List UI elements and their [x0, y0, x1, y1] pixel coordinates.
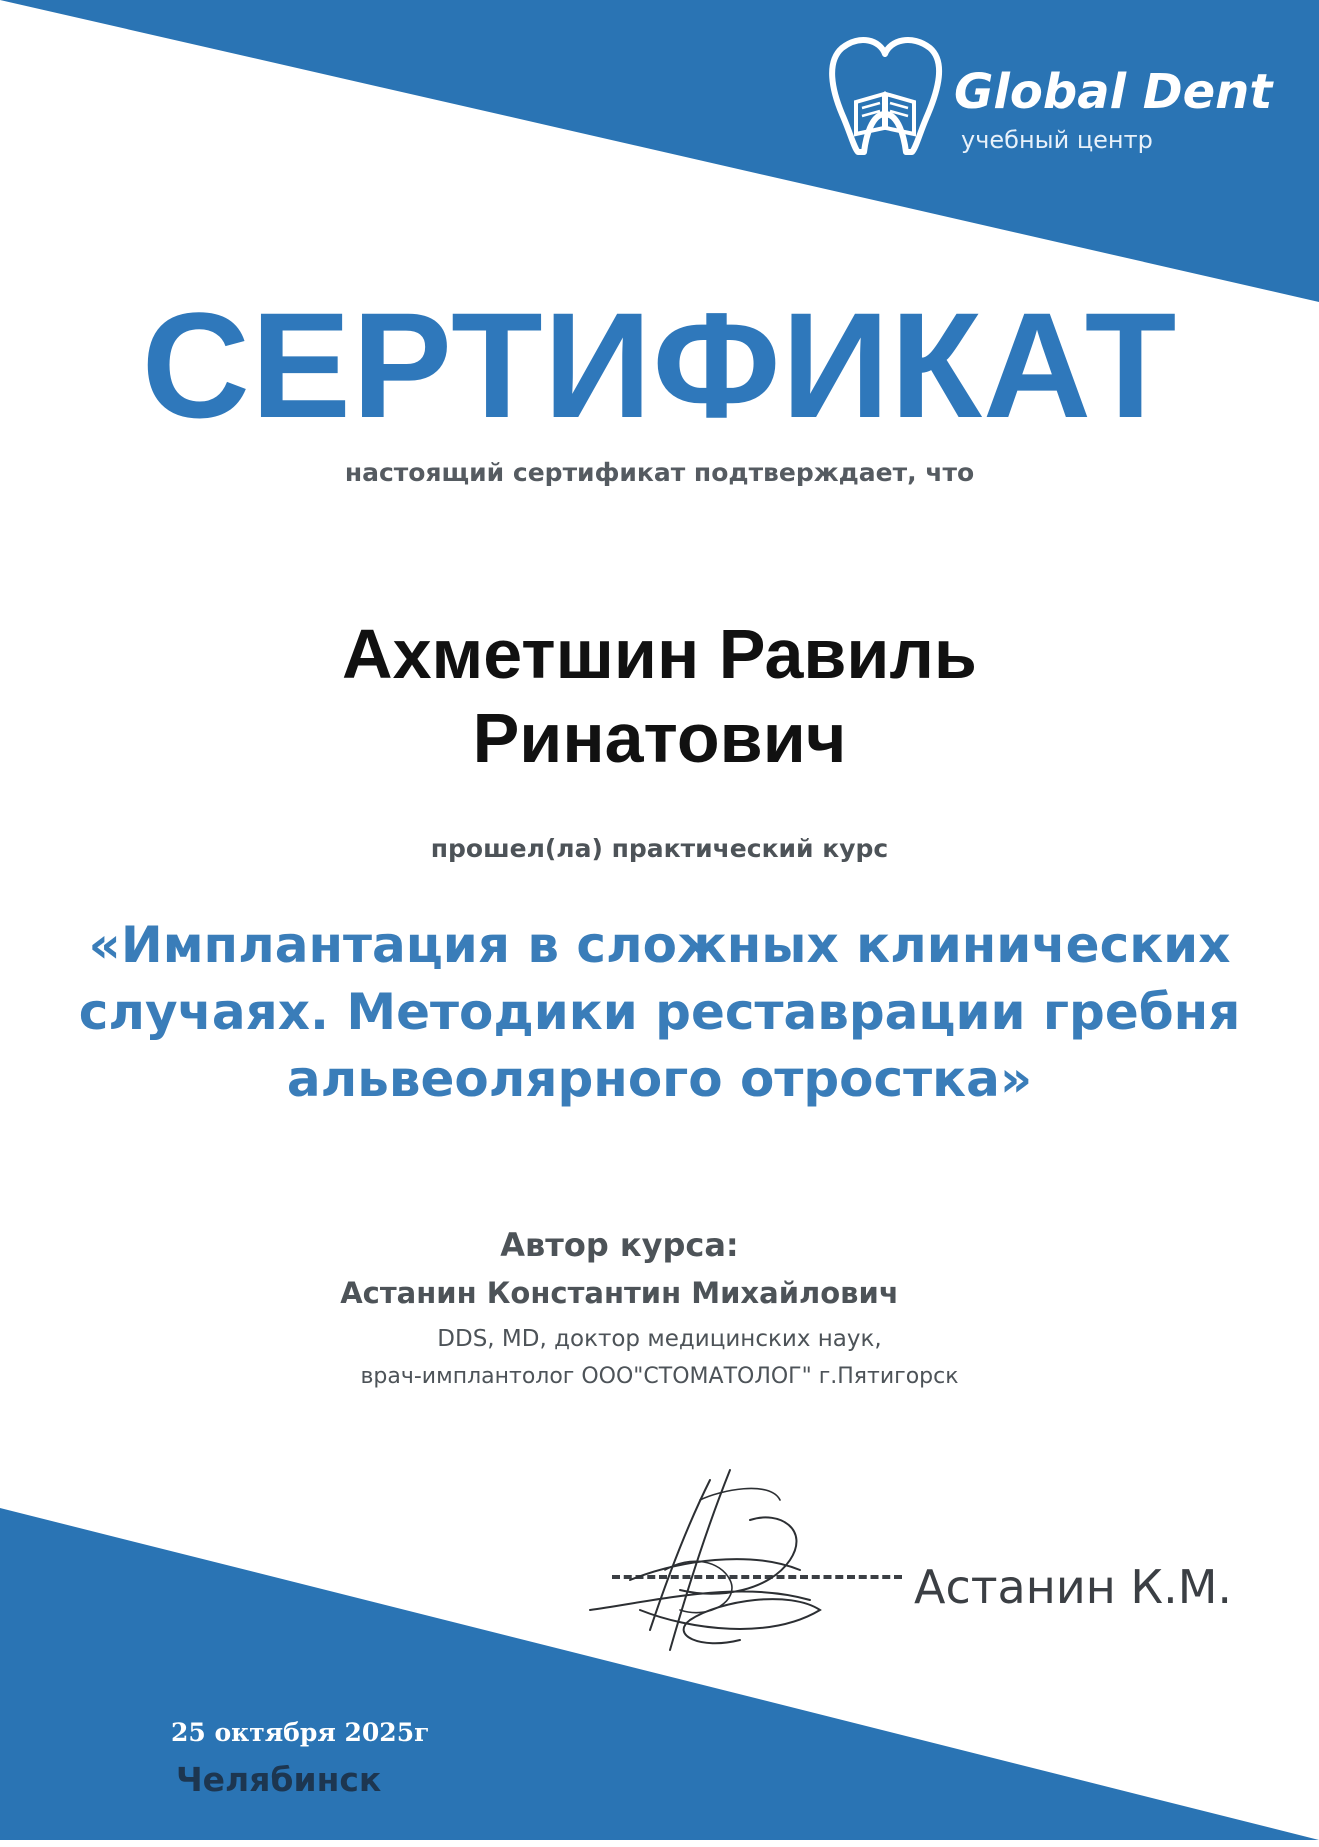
recipient-name — [0, 612, 1319, 780]
course-title — [20, 912, 1299, 1113]
recipient-name-line1: Ахметшин Равиль — [342, 615, 977, 693]
certificate-title: СЕРТИФИКАТ — [141, 281, 1178, 449]
signer-name: Астанин К.М. — [914, 1560, 1233, 1614]
certificate-subtitle: настоящий сертификат подтверждает, что — [344, 458, 975, 487]
course-title-line1: «Имплантация в сложных клинических — [88, 916, 1231, 974]
logo-brand-name: Global Dent — [954, 64, 1273, 120]
global-dent-logo — [820, 28, 1280, 168]
author-label: Автор курса: — [500, 1226, 739, 1264]
logo-tagline: учебный центр — [961, 126, 1153, 154]
author-name: Астанин Константин Михайлович — [340, 1276, 899, 1310]
course-title-line2: случаях. Методики реставрации гребня — [78, 983, 1241, 1041]
recipient-name-line2: Ринатович — [472, 699, 847, 777]
issue-city: Челябинск — [176, 1760, 382, 1799]
author-credentials-line1: DDS, MD, доктор медицинских наук, — [437, 1326, 882, 1352]
issue-date: 25 октября 2025г — [171, 1718, 430, 1747]
tooth-book-icon — [820, 28, 950, 158]
handwritten-signature — [570, 1460, 870, 1660]
course-intro: прошел(ла) практический курс — [430, 834, 889, 863]
author-credentials-line2: врач-имплантолог ООО"СТОМАТОЛОГ" г.Пятигорск — [360, 1364, 959, 1389]
course-title-line3: альвеолярного отростка» — [286, 1050, 1033, 1108]
